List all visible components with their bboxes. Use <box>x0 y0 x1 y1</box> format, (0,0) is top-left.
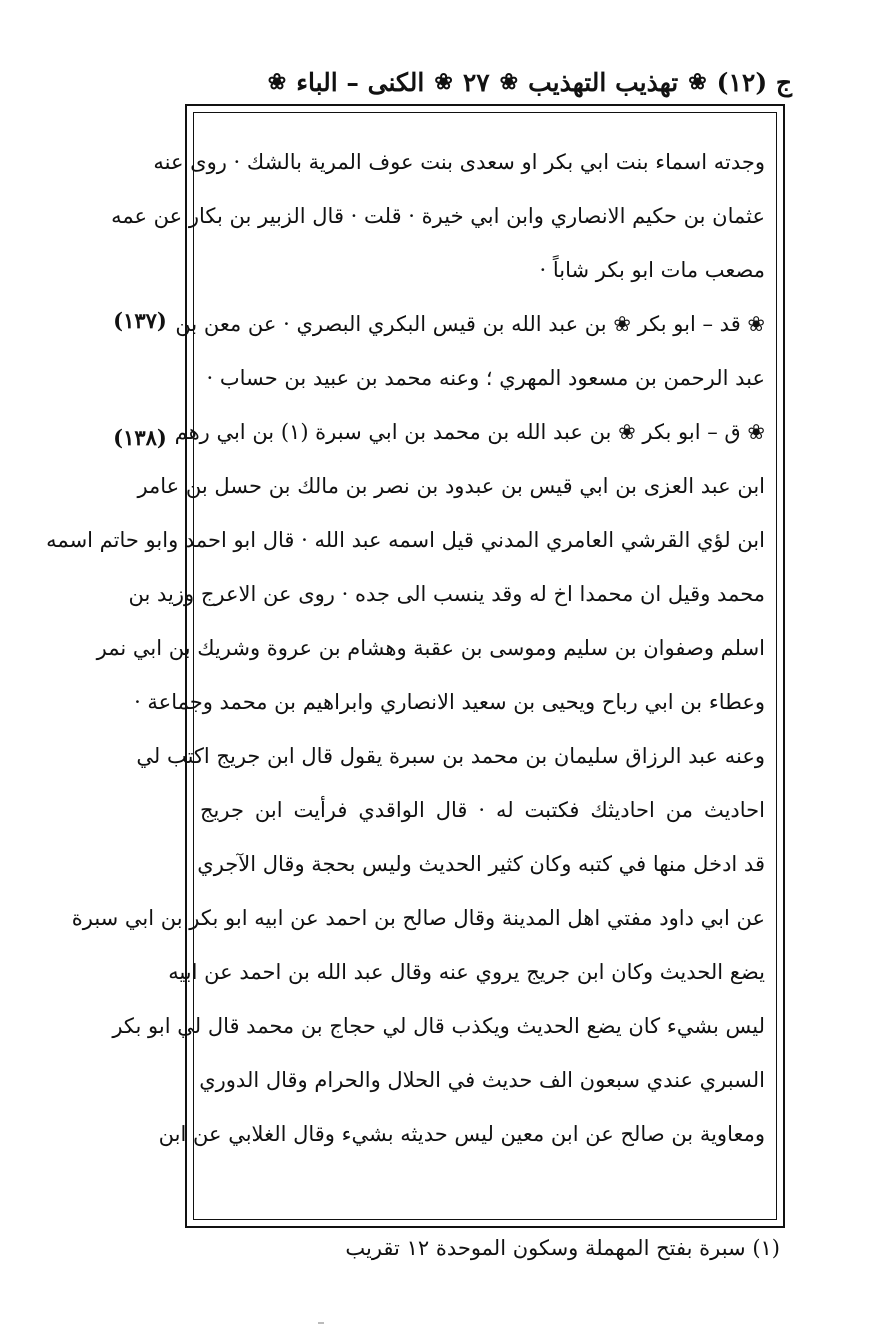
text-line: ليس بشيء كان يضع الحديث ويكذب قال لي حجاج بن محمد قال لي ابو بكر <box>112 1014 765 1038</box>
text-line: ومعاوية بن صالح عن ابن معين ليس حديثه بشيء وقال الغلابي عن ابن <box>158 1122 765 1146</box>
text-line: عثمان بن حكيم الانصاري وابن ابي خيرة · قلت · قال الزبير بن بكار عن عمه <box>111 204 765 228</box>
entry-number: (١٣٧) <box>113 308 167 333</box>
footnote: (١) سبرة بفتح المهملة وسكون الموحدة ١٢ تقريب <box>345 1236 780 1260</box>
ornament-icon: ❀ <box>267 69 287 95</box>
page-number: ٢٧ <box>462 67 490 97</box>
text-line: احاديث من احاديثك فكتبت له · قال الواقدي فرأيت ابن جريج <box>200 798 765 822</box>
text-line: ابن عبد العزى بن ابي قيس بن عبدود بن نصر بن مالك بن حسل بن عامر <box>137 474 765 498</box>
text-line: ابن لؤي القرشي العامري المدني قيل اسمه عبد الله · قال ابو احمد وابو حاتم اسمه <box>46 528 765 552</box>
book-title: تهذيب التهذيب <box>528 67 679 97</box>
text-line: وعطاء بن ابي رباح ويحيى بن سعيد الانصاري وابراهيم بن محمد وجماعة · <box>134 690 765 714</box>
ornament-icon: ❀ <box>434 69 453 95</box>
text-line: اسلم وصفوان بن سليم وموسى بن عقبة وهشام بن عروة وشريك بن ابي نمر <box>96 636 765 660</box>
scan-speck <box>318 1322 324 1324</box>
section-title: الكنى – الباء <box>296 67 425 97</box>
ornament-icon: ❀ <box>688 69 707 95</box>
text-line: مصعب مات ابو بكر شاباً · <box>539 258 765 282</box>
text-line: وعنه عبد الرزاق سليمان بن محمد بن سبرة يقول قال ابن جريج اكتب لي <box>136 744 765 768</box>
ornament-icon: ❀ <box>499 69 519 95</box>
entry-number: (١٣٨) <box>113 425 167 450</box>
text-line: عن ابي داود مفتي اهل المدينة وقال صالح بن احمد عن ابيه ابو بكر بن ابي سبرة <box>71 906 765 930</box>
page-header <box>170 62 792 102</box>
text-line: السبري عندي سبعون الف حديث في الحلال والحرام وقال الدوري <box>199 1068 765 1092</box>
text-line: عبد الرحمن بن مسعود المهري ؛ وعنه محمد بن عبيد بن حساب · <box>206 366 765 390</box>
entry-heading-line: ❀ ق – ابو بكر ❀ بن عبد الله بن محمد بن ابي سبرة (١) بن ابي رهم <box>174 420 765 444</box>
entry-heading-line: ❀ قد – ابو بكر ❀ بن عبد الله بن قيس البكري البصري · عن معن بن <box>175 312 765 336</box>
part-label: ج (١٢) <box>716 67 792 97</box>
text-line: قد ادخل منها في كتبه وكان كثير الحديث وليس بحجة وقال الآجري <box>197 852 765 876</box>
text-line: يضع الحديث وكان ابن جريج يروي عنه وقال عبد الله بن احمد عن ابيه <box>168 960 765 984</box>
text-line: محمد وقيل ان محمدا اخ له وقد ينسب الى جده · روى عن الاعرج وزيد بن <box>128 582 765 606</box>
text-line: وجدته اسماء بنت ابي بكر او سعدى بنت عوف المرية بالشك · روى عنه <box>153 150 765 174</box>
